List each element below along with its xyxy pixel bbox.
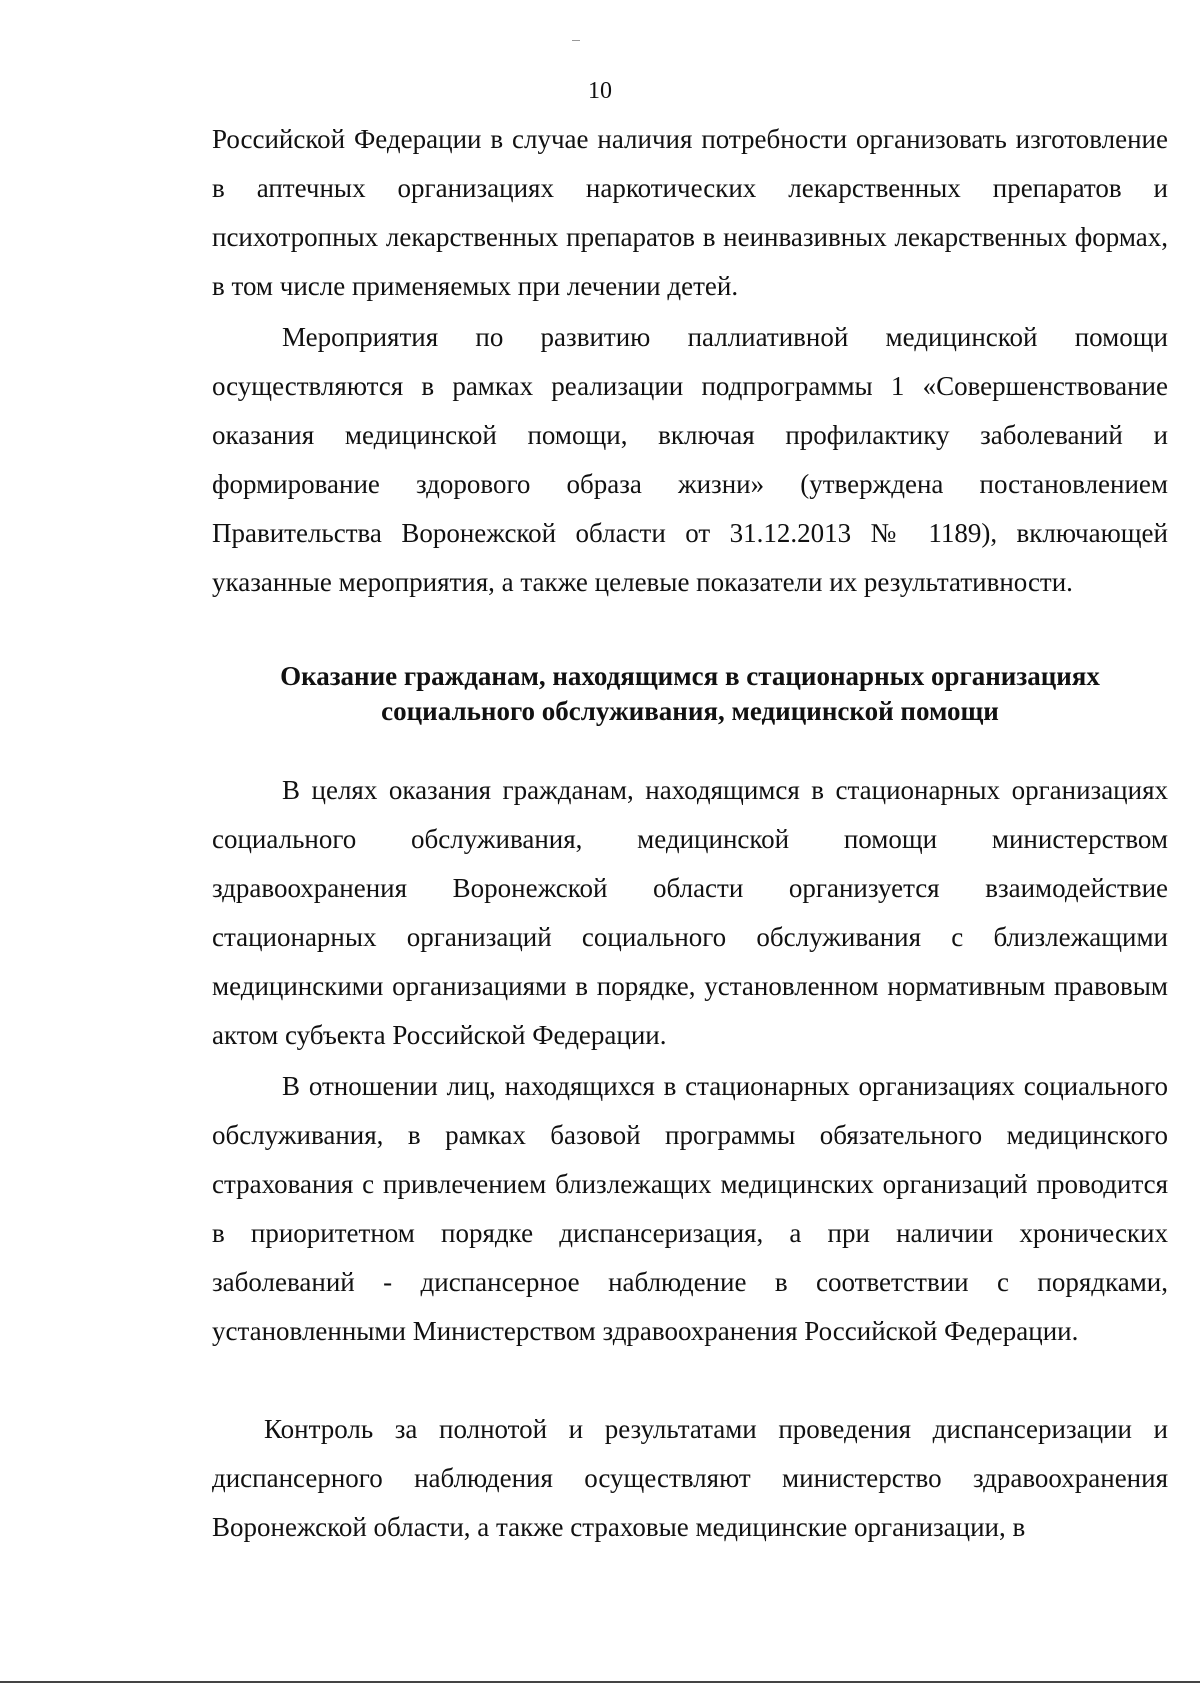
paragraph-continuation: Российской Федерации в случае наличия потребности организовать изготовление в аптечных организациях наркотических лекарственных препаратов и психотропных лекарственных препаратов в неинвазивных лекарственных формах, в том числе применяемых при лечении детей. <box>212 124 1168 301</box>
section-heading-line-1: Оказание гражданам, находящимся в стационарных организациях <box>280 661 1100 691</box>
page-number: 10 <box>588 78 612 104</box>
section-heading <box>212 659 1168 729</box>
paragraph-interaction: В целях оказания гражданам, находящимся в стационарных организациях социального обслуживания, медицинской помощи министерством здравоохранения Воронежской области организуется взаимодействие стационарных организаций социального обслуживания с близлежащими медицинскими организациями в порядке, установленном нормативным правовым актом субъекта Российской Федерации. <box>212 775 1168 1050</box>
paragraph-palliative-care: Мероприятия по развитию паллиативной медицинской помощи осуществляются в рамках реализации подпрограммы 1 «Совершенствование оказания медицинской помощи, включая профилактику заболеваний и формирование здорового образа жизни» (утверждена постановлением Правительства Воронежской области от 31.12.2013 № 1189), включающей указанные мероприятия, а также целевые показатели их результативности. <box>212 322 1168 597</box>
scan-artifact <box>572 40 580 41</box>
paragraph-control: Контроль за полнотой и результатами проведения диспансеризации и диспансерного наблюдения осуществляют министерство здравоохранения Воронежской области, а также страховые медицинские организации, в <box>212 1414 1168 1542</box>
section-heading-line-2: социального обслуживания, медицинской помощи <box>381 696 999 726</box>
bottom-edge-rule <box>0 1681 1200 1683</box>
paragraph-dispensarization: В отношении лиц, находящихся в стационарных организациях социального обслуживания, в рамках базовой программы обязательного медицинского страхования с привлечением близлежащих медицинских организаций проводится в приоритетном порядке диспансеризация, а при наличии хронических заболеваний - диспансерное наблюдение в соответствии с порядками, установленными Министерством здравоохранения Российской Федерации. <box>212 1071 1168 1346</box>
